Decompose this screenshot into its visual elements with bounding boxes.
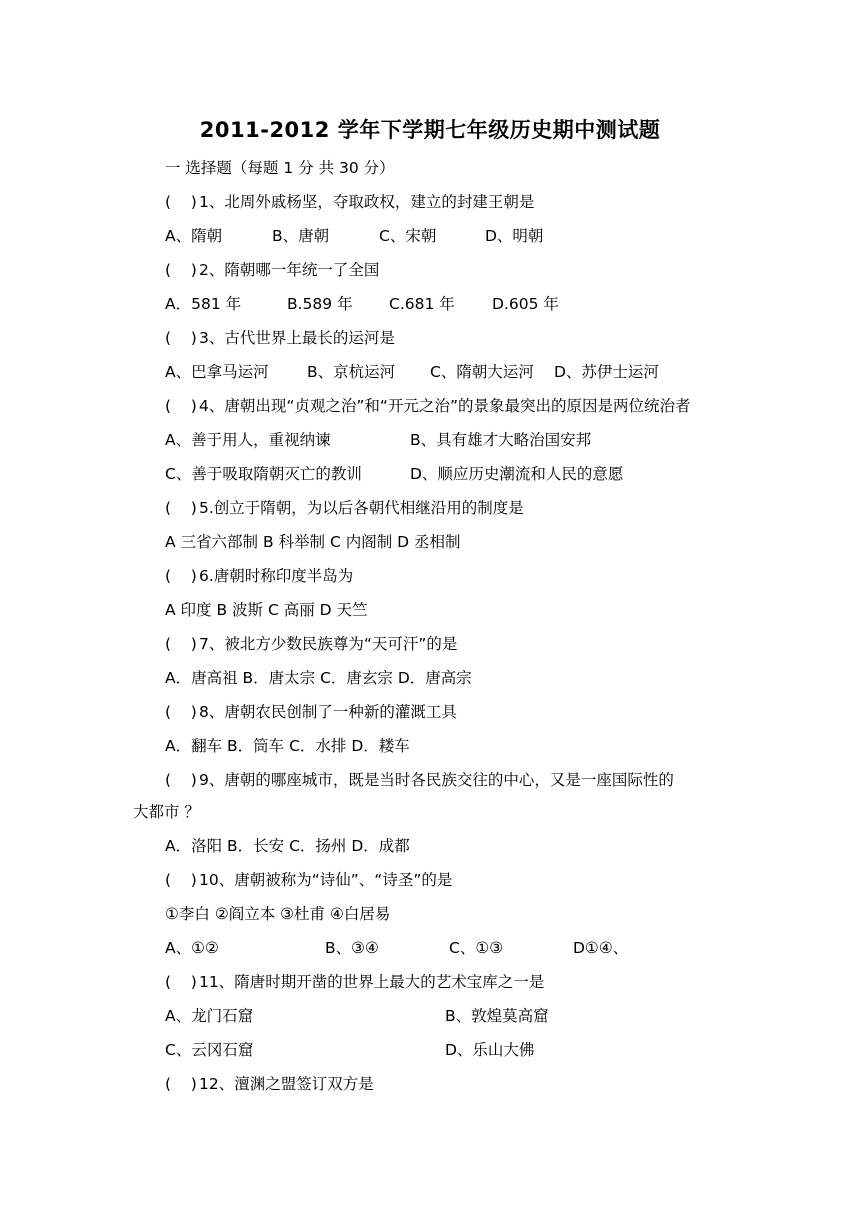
option-b: B、具有雄才大略治国安邦: [410, 431, 592, 449]
answer-paren: ( ): [165, 397, 197, 415]
question-9-options: A．洛阳 B．长安 C．扬州 D．成都: [165, 837, 410, 855]
option-c: C、①③: [449, 939, 504, 957]
option-d: D、顺应历史潮流和人民的意愿: [410, 465, 624, 483]
question-stem: 4、唐朝出现“贞观之治”和“开元之治”的景象最突出的原因是两位统治者: [199, 397, 691, 415]
option-d: D①④、: [573, 939, 629, 957]
answer-paren: ( ): [165, 635, 197, 653]
answer-paren: ( ): [165, 771, 197, 789]
question-6: [165, 564, 353, 586]
option-c: C、善于吸取隋朝灭亡的教训: [165, 465, 362, 483]
option-b: B、唐朝: [272, 227, 330, 245]
question-stem: 12、澶渊之盟签订双方是: [199, 1075, 374, 1093]
question-stem: 2、隋朝哪一年统一了全国: [199, 261, 380, 279]
answer-paren: ( ): [165, 1075, 197, 1093]
question-3: [165, 326, 395, 348]
question-9-stem-continued: 大都市 ？: [133, 803, 200, 821]
question-6-options: A 印度 B 波斯 C 高丽 D 天竺: [165, 601, 368, 619]
question-stem: 11、隋唐时期开凿的世界上最大的艺术宝库之一是: [199, 973, 545, 991]
question-3-options: [165, 360, 725, 382]
question-8: [165, 700, 457, 722]
question-10-options: [165, 936, 725, 958]
question-stem: 3、古代世界上最长的运河是: [199, 329, 395, 347]
option-b: B.589 年: [287, 295, 353, 313]
question-10-items: ①李白 ②阎立本 ③杜甫 ④白居易: [165, 905, 391, 923]
answer-paren: ( ): [165, 973, 197, 991]
question-7: [165, 632, 457, 654]
option-a: A、龙门石窟: [165, 1007, 254, 1025]
option-c: C、隋朝大运河: [430, 363, 534, 381]
question-stem: 8、唐朝农民创制了一种新的灌溉工具: [199, 703, 457, 721]
question-stem: 9、唐朝的哪座城市，既是当时各民族交往的中心，又是一座国际性的: [199, 771, 674, 789]
option-d: D、乐山大佛: [445, 1041, 535, 1059]
question-7-options: A．唐高祖 B．唐太宗 C．唐玄宗 D．唐高宗: [165, 669, 472, 687]
question-2: [165, 258, 379, 280]
option-c: C、宋朝: [379, 227, 437, 245]
question-12: [165, 1072, 374, 1094]
question-4-options-row-2: [165, 462, 725, 484]
option-a: A．581 年: [165, 295, 242, 313]
option-a: A、①②: [165, 939, 219, 957]
question-4: [165, 394, 690, 416]
question-stem: 1、北周外戚杨坚，夺取政权，建立的封建王朝是: [199, 193, 535, 211]
question-1: [165, 190, 534, 212]
question-10: [165, 868, 452, 890]
answer-paren: ( ): [165, 871, 197, 889]
question-2-options: [165, 292, 725, 314]
option-c: C.681 年: [389, 295, 455, 313]
question-stem: 7、被北方少数民族尊为“天可汗”的是: [199, 635, 458, 653]
answer-paren: ( ): [165, 499, 197, 517]
option-a: A、巴拿马运河: [165, 363, 269, 381]
question-11: [165, 970, 544, 992]
question-stem: 10、唐朝被称为“诗仙”、“诗圣”的是: [199, 871, 453, 889]
question-stem: 5.创立于隋朝，为以后各朝代相继沿用的制度是: [199, 499, 524, 517]
answer-paren: ( ): [165, 193, 197, 211]
answer-paren: ( ): [165, 329, 197, 347]
question-4-options-row-1: [165, 428, 725, 450]
option-b: B、③④: [325, 939, 379, 957]
answer-paren: ( ): [165, 703, 197, 721]
question-5: [165, 496, 524, 518]
option-a: A、善于用人，重视纳谏: [165, 431, 331, 449]
question-5-options: A 三省六部制 B 科举制 C 内阁制 D 丞相制: [165, 533, 461, 551]
option-d: D、明朝: [485, 227, 544, 245]
question-9: [165, 768, 674, 790]
answer-paren: ( ): [165, 567, 197, 585]
option-b: B、敦煌莫高窟: [445, 1007, 549, 1025]
answer-paren: ( ): [165, 261, 197, 279]
option-d: D、苏伊士运河: [554, 363, 659, 381]
question-11-options-row-1: [165, 1004, 725, 1026]
question-stem: 6.唐朝时称印度半岛为: [199, 567, 354, 585]
question-8-options: A．翻车 B．筒车 C．水排 D．耧车: [165, 737, 410, 755]
question-11-options-row-2: [165, 1038, 725, 1060]
option-a: A、隋朝: [165, 227, 223, 245]
question-1-options: [165, 224, 725, 246]
option-d: D.605 年: [492, 295, 559, 313]
option-b: B、京杭运河: [307, 363, 396, 381]
page-title: 2011-2012 学年下学期七年级历史期中测试题: [199, 118, 661, 142]
section-heading: 一 选择题（每题 1 分 共 30 分）: [165, 159, 395, 177]
option-c: C、云冈石窟: [165, 1041, 254, 1059]
